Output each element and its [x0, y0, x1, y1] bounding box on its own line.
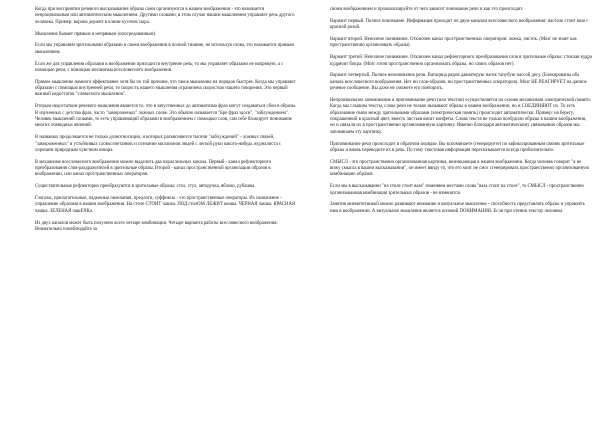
paragraph: Если же для управления образами в воображении приходится внутренне речь, то мы управляет образами не напрямую, а с помощью речи, с помощью механизма всесловесного воображения. [35, 61, 284, 73]
paragraph: Когда при восприятии речевого высказывания образы сами организуются в нашем воображении - это называется непроизвольным или автоматическим мышлением. Другими словами, в этом случае нашим мышлением управляет речь другого человека. Пример: ворона держит в клюве кусочек сыра. [35, 7, 295, 25]
paragraph: Если мы в высказывании "на столе стоит ваза" поменяем местами слова "ваза стоит на столе", то СМЫСЛ - пространственно организованная комбинация зрительных образов - не изменится. [330, 184, 584, 196]
paragraph: Занятия мнемотехникой можно развивают внимание и визуальное мышление - способность представлять образы и управлять ими в воображении. А визуальное мышление является основой ПОНИМАНИЯ. Если при чтении текстау человека [330, 202, 585, 214]
paragraph: В механизме всесловесного воображения можно выделить два параллельных канала. Первый - канал рефлекторного преобразования слов-раздражителей в зрительные образы. Второй - канал пространственной организации образов в воображении, или канал пространственных операторов. [35, 159, 272, 178]
paragraph: СМЫСЛ - это пространственно организованная картинка, возникающая в нашем воображении. Когда человек говорит "я не вижу смысла в вашем высказывании", он имеет ввиду то, что его мозг не смог сгенерировать пространственно организованную комбинацию образов. [330, 159, 590, 178]
paragraph: Вторым недостатком речевого мышления является то, что в зачуственных до автоматизма фраз могут создаваться сбои в образы. В изученных с детства фраз, часто "замороженых" ложных слове. Это обычно называется "Бре фраз здоси", "заблуждением". Человек мышлений словами, то есть управляющий образами в воображением с помощью слов, сам себе блокирует понимание многих очевидных явлений. [35, 104, 297, 129]
paragraph: Существительные рефлекторно преобразуются в зрительные образы: стол, стул, авторучка, яблоко, рубашка. [35, 184, 256, 190]
paragraph: Глаголы, прилагательные, падежные окончания, предлоги, суффиксы - это пространственные операторы. Их назначение - управление образами в нашем воображении. На столе СТОИТ чашка. ПОД столОМ ЛЕЖИТ кошка. ЧЕРНАЯ чашка. КРАСНАЯ чашка. ЗЕЛЕНАЯ чашЕЧКа. [35, 196, 296, 214]
paragraph: Вариант второй. Неполное понимание. Отключен канал пространственных операторов: ложка, листок. (Мозг не знает как пространственно организовать образы). [330, 37, 577, 49]
paragraph: В названых продолжается не только дознотносиции, и которых разъясняются тысячи "заблуждений" - ложных связей, "замороженных" в устойчивых словосочетаниях и сознании миллионов людей с легкой руки какого-нибудь журналиста с хорошим природным чувством юмора. [35, 135, 281, 153]
paragraph: Из двух каналов может быть получено всего четыре комбинации. Четыре варианта работы всесловесного воображения. Внимательно понаблюдайте за [35, 220, 278, 232]
paragraph: Если мы управляем зрительными образами в своем воображении в полной тишине, не используя слова, это называется прямым мышлением. [35, 43, 294, 55]
paragraph: Вариант четвертый. Полное непонимание речи. Ватацица рядов давнатерую нагок танубую пассой десу. (Блокированы оба канала всесловесного воображения. Нет ни слов-образов, ни пространственных операторов). Мозг НЕ РЕАГИРУЕТ на данное речевое сообщение. Вы даже не сможете его повторить. [330, 73, 587, 92]
right-column [330, 7, 592, 221]
paragraph: Непроизвольное запоминание и припоминание речи (или текстов) осуществляется на основе механизмов электрической памяти. Когда мы слышим тексты, слова речи не только вызывают образы в нашем воображении, но и СОЕДИНЯЮТ их. То есть образование связи между зрительными образами (электрическая память) происходит автоматически. Пример: на берегу, покрашенной в красный цвет, вместо листьев висят конфеты. Слова текста не только возбудили образы в нашем воображении, но и связали их в пространственно организованную картинку. Именно благодаря автоматическому связыванию образов мы запоминаем эту картинку. [330, 97, 591, 135]
paragraph: Вариант первый. Полное понимание. Информация проходит по двум каналам всесловесного воображения: настоле стоит ваза с красной розой. [330, 18, 589, 31]
paragraph: Мышление бывает прямым и непрямым (опосредованным). [35, 31, 157, 37]
paragraph: Прямое мышление намного эффективнее хотя бы по той причине, что такое мышление на порядок быстрее. Когда мы управляет образами с помощью внутренней речи, то скорость нашего мышления ограничена скоростью нашего говорения. Это первый важный недостаток "словесного мышления". [35, 79, 296, 98]
left-column [35, 7, 297, 239]
paragraph: Вариант третий. Неполное понимание. Отключен канал рефлекторного преобразования слов в зрительные образы: стоклав кудра кудрячит бокра. (Мозг готов пространственно организовать образы, но самих образов нет). [330, 55, 592, 67]
paragraph: своим воображением и проанализируйте от чего зависит понимание речи и как это происходит. [330, 7, 524, 12]
paragraph: Припоминание речи происходит в обратном порядке. Вы вспоминаете (генерируете) по зафиксированным связям зрительные образы и вновь переводите их в речь. По тому текстовая информация пересказывается всегда приблизительно. [330, 141, 585, 153]
